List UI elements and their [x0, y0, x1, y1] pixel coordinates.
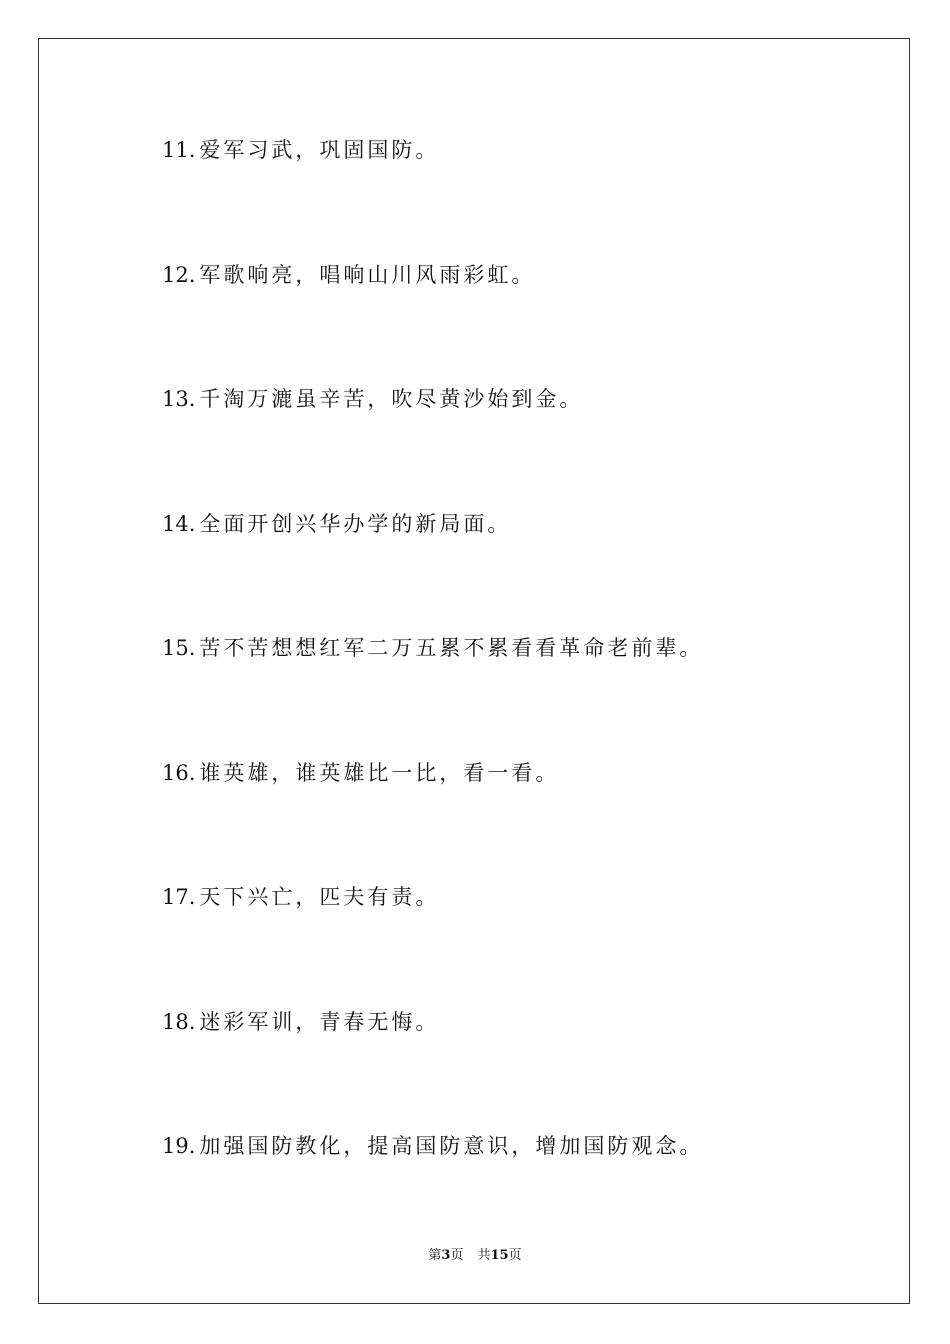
page-number: 3 [441, 1248, 451, 1263]
item-number: 16. [162, 761, 196, 785]
item-number: 14. [162, 512, 196, 536]
list-item [162, 1133, 703, 1159]
item-number: 19. [162, 1134, 196, 1158]
item-number: 18. [162, 1010, 196, 1034]
total-label-suffix: 页 [508, 1248, 522, 1263]
list-item [162, 760, 559, 786]
item-text: 千淘万漉虽辛苦，吹尽黄沙始到金。 [199, 387, 584, 411]
list-item [162, 1009, 439, 1035]
slogan-list [162, 0, 862, 1344]
list-item [162, 884, 439, 910]
item-number: 17. [162, 885, 196, 909]
list-item [162, 137, 439, 163]
item-number: 15. [162, 636, 196, 660]
item-text: 爱军习武，巩固国防。 [199, 138, 440, 162]
item-text: 加强国防教化，提高国防意识，增加国防观念。 [199, 1134, 704, 1158]
page-label-suffix: 页 [450, 1248, 464, 1263]
list-item [162, 262, 535, 288]
item-number: 11. [162, 138, 196, 162]
list-item [162, 635, 703, 661]
item-text: 天下兴亡，匹夫有责。 [199, 885, 440, 909]
total-pages: 15 [490, 1248, 509, 1263]
total-label-prefix: 共 [477, 1248, 491, 1263]
item-number: 12. [162, 263, 196, 287]
item-text: 迷彩军训，青春无悔。 [199, 1010, 440, 1034]
list-item [162, 511, 511, 537]
page-footer [0, 1248, 950, 1264]
list-item [162, 386, 583, 412]
item-text: 军歌响亮，唱响山川风雨彩虹。 [199, 263, 536, 287]
item-text: 全面开创兴华办学的新局面。 [199, 512, 512, 536]
page-label-prefix: 第 [428, 1248, 442, 1263]
item-text: 苦不苦想想红军二万五累不累看看革命老前辈。 [199, 636, 704, 660]
item-text: 谁英雄，谁英雄比一比，看一看。 [199, 761, 560, 785]
item-number: 13. [162, 387, 196, 411]
